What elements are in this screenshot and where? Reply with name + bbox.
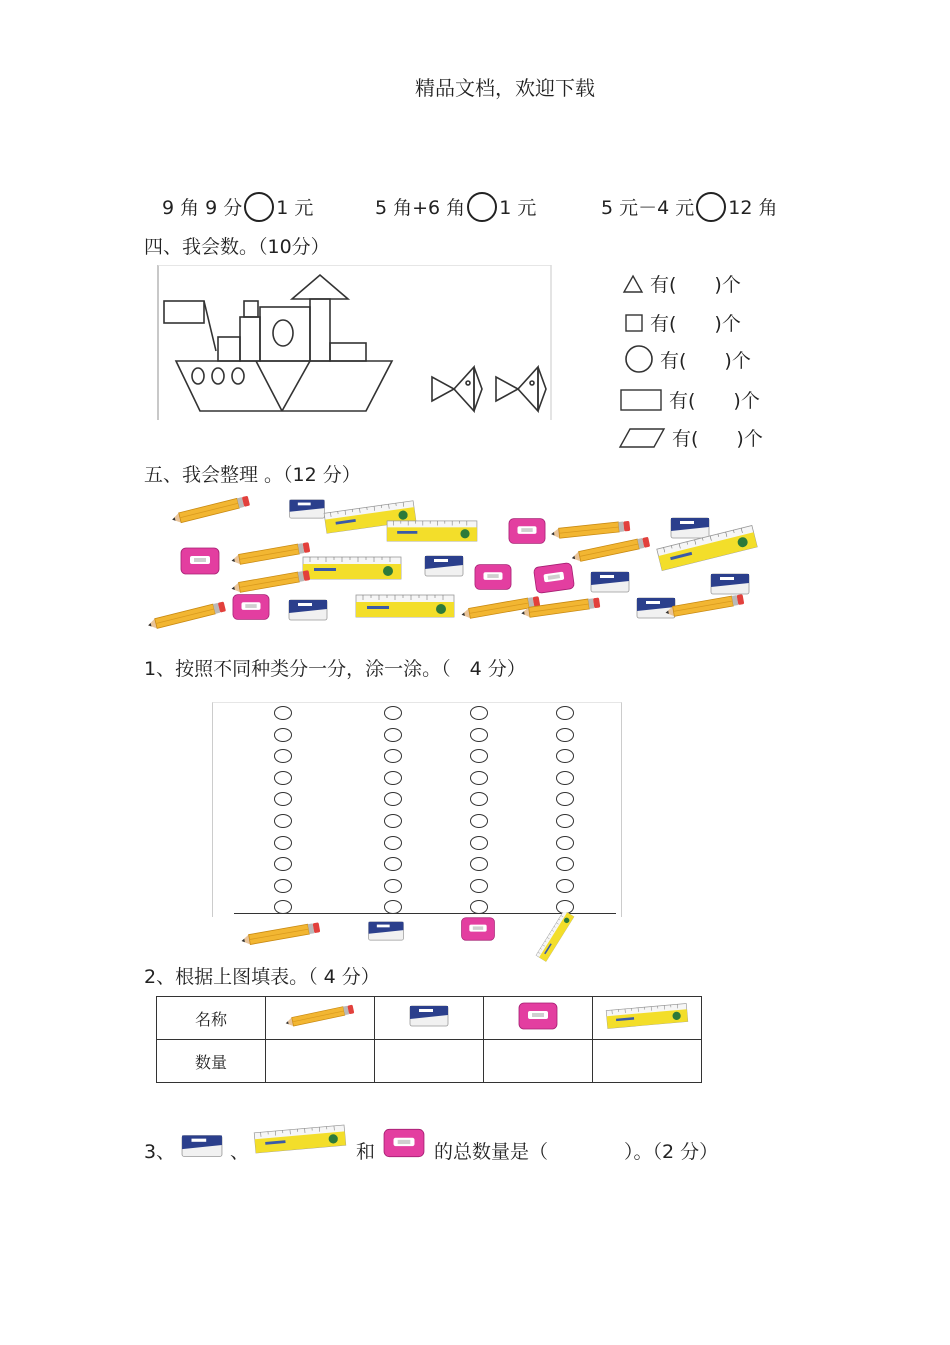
table-input-pencil[interactable] bbox=[266, 1040, 375, 1083]
question-3-suffix: 的总数量是（ ）。（2 分） bbox=[434, 1141, 719, 1163]
compare-right: 12 角 bbox=[728, 197, 778, 219]
eraser-icon bbox=[425, 556, 463, 576]
sharpener-icon bbox=[509, 519, 545, 544]
ruler-icon bbox=[536, 912, 574, 962]
sharpener-icon bbox=[181, 548, 219, 574]
pencil-icon bbox=[231, 542, 311, 566]
section-4-title: 四、我会数。（10分） bbox=[144, 236, 330, 258]
question-2: 2、根据上图填表。（ 4 分） bbox=[144, 966, 380, 988]
compare-left: 5 元－4 元 bbox=[601, 197, 695, 219]
pencil-icon bbox=[665, 594, 745, 618]
eraser-icon bbox=[369, 922, 404, 940]
count-text: 有( )个 bbox=[650, 274, 741, 296]
count-row-triangle bbox=[622, 270, 741, 297]
sharpener-icon bbox=[516, 999, 560, 1033]
ruler-icon bbox=[387, 521, 477, 541]
circle-icon bbox=[624, 344, 654, 374]
ruler-icon bbox=[303, 557, 401, 579]
compare-circle[interactable] bbox=[696, 192, 726, 222]
count-text: 有( )个 bbox=[669, 390, 760, 412]
table-cell-sharpener bbox=[484, 997, 593, 1040]
compare-circle[interactable] bbox=[244, 192, 274, 222]
count-text: 有( )个 bbox=[650, 313, 741, 335]
compare-circle[interactable] bbox=[467, 192, 497, 222]
pencil-icon bbox=[171, 496, 250, 525]
eraser-icon bbox=[289, 600, 327, 620]
sharpener-icon bbox=[533, 562, 574, 593]
count-text: 有( )个 bbox=[660, 349, 751, 372]
page-header: 精品文档，欢迎下载 bbox=[415, 76, 595, 100]
ruler-icon bbox=[356, 595, 454, 617]
table-row bbox=[157, 1040, 702, 1083]
eraser-icon bbox=[290, 500, 325, 518]
count-row-parallelogram bbox=[618, 424, 763, 451]
eraser-icon bbox=[591, 572, 629, 592]
count-row-circle bbox=[624, 344, 751, 374]
sharpener-icon bbox=[475, 565, 511, 590]
eraser-icon bbox=[637, 598, 675, 618]
compare-item-1 bbox=[162, 193, 313, 224]
ruler-icon bbox=[602, 1002, 692, 1030]
eraser-icon bbox=[711, 574, 749, 594]
table-label-name: 名称 bbox=[157, 997, 266, 1040]
pencil-icon bbox=[571, 537, 650, 563]
eraser-icon bbox=[180, 1128, 224, 1164]
count-text: 有( )个 bbox=[672, 428, 763, 450]
compare-left: 9 角 9 分 bbox=[162, 197, 243, 219]
pencil-icon bbox=[279, 1001, 361, 1031]
compare-item-2 bbox=[375, 193, 536, 224]
pencil-icon bbox=[551, 521, 631, 539]
question-3-and: 和 bbox=[356, 1141, 376, 1163]
question-1: 1、按照不同种类分一分，涂一涂。（ 4 分） bbox=[144, 658, 526, 680]
eraser-icon bbox=[407, 1001, 451, 1031]
sharpener-icon bbox=[233, 595, 269, 620]
triangle-icon bbox=[622, 274, 644, 294]
boat-fish-figure bbox=[156, 265, 556, 425]
table-cell-ruler bbox=[593, 997, 702, 1040]
pencil-icon bbox=[241, 922, 321, 946]
fill-table bbox=[156, 996, 702, 1083]
compare-right: 1 元 bbox=[499, 197, 537, 219]
compare-left: 5 角+6 角 bbox=[375, 197, 466, 219]
sharpener-icon bbox=[462, 918, 495, 941]
count-row-square bbox=[624, 309, 741, 336]
section-5-title: 五、我会整理 。（12 分） bbox=[144, 464, 361, 486]
table-input-ruler[interactable] bbox=[593, 1040, 702, 1083]
bubble-chart-labels bbox=[238, 912, 588, 962]
rectangle-icon bbox=[619, 388, 663, 412]
question-3-prefix: 3、 bbox=[144, 1141, 176, 1163]
compare-item-3 bbox=[601, 193, 777, 224]
pencil-icon bbox=[231, 570, 311, 594]
sharpener-icon bbox=[382, 1124, 426, 1162]
parallelogram-icon bbox=[618, 427, 666, 449]
count-row-rectangle bbox=[619, 386, 760, 413]
table-cell-pencil bbox=[266, 997, 375, 1040]
question-3-sep: 、 bbox=[230, 1141, 250, 1163]
table-input-sharpener[interactable] bbox=[484, 1040, 593, 1083]
ruler-icon bbox=[252, 1120, 348, 1160]
stationery-scatter bbox=[140, 490, 780, 635]
table-label-count: 数量 bbox=[157, 1040, 266, 1083]
pencil-icon bbox=[147, 601, 226, 630]
square-icon bbox=[624, 313, 644, 333]
table-input-eraser[interactable] bbox=[375, 1040, 484, 1083]
compare-right: 1 元 bbox=[276, 197, 314, 219]
table-row bbox=[157, 997, 702, 1040]
table-cell-eraser bbox=[375, 997, 484, 1040]
eraser-icon bbox=[671, 518, 709, 538]
bubble-chart-frame bbox=[212, 702, 622, 917]
